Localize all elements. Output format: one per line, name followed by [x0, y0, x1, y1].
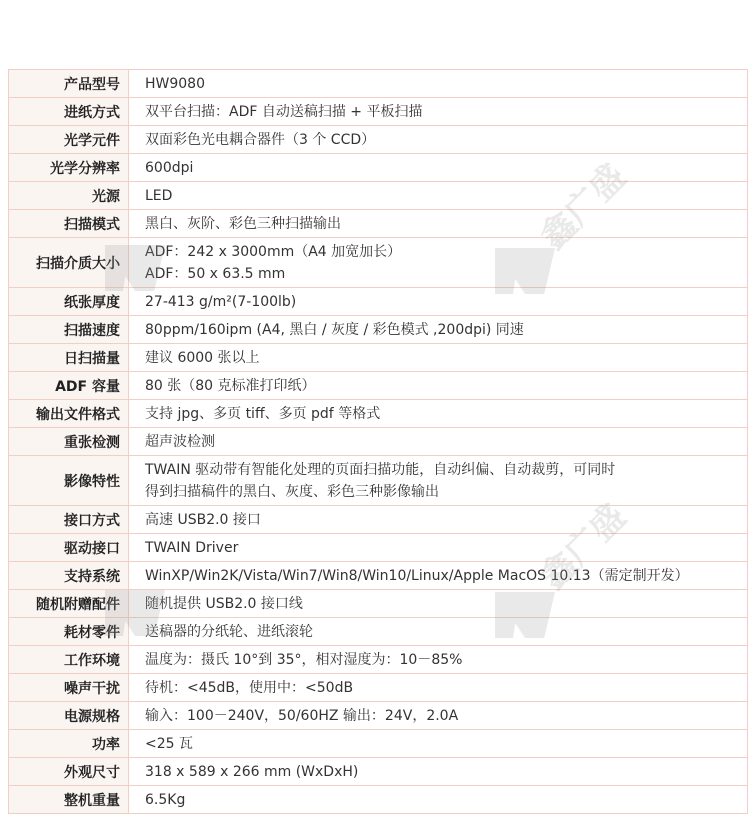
spec-row	[9, 182, 748, 210]
spec-label: 电源规格	[9, 702, 129, 730]
spec-value-line: TWAIN 驱动带有智能化处理的页面扫描功能，自动纠偏、自动裁剪，可同时	[145, 461, 616, 478]
spec-row	[9, 344, 748, 372]
spec-label: 影像特性	[9, 456, 129, 506]
watermark-text: 鑫广盛	[533, 156, 634, 258]
spec-value	[129, 316, 748, 344]
spec-value	[129, 702, 748, 730]
spec-value-line: 黑白、灰阶、彩色三种扫描输出	[145, 215, 341, 232]
spec-value	[129, 98, 748, 126]
spec-value	[129, 70, 748, 98]
spec-value-line: 6.5Kg	[145, 791, 186, 808]
spec-label: 噪声干扰	[9, 674, 129, 702]
spec-label: 重张检测	[9, 428, 129, 456]
spec-value	[129, 428, 748, 456]
spec-table	[8, 69, 748, 814]
spec-row	[9, 702, 748, 730]
spec-row	[9, 70, 748, 98]
spec-label: 输出文件格式	[9, 400, 129, 428]
spec-value	[129, 400, 748, 428]
spec-value	[129, 372, 748, 400]
spec-value	[129, 238, 748, 288]
spec-label: 光源	[9, 182, 129, 210]
spec-row	[9, 506, 748, 534]
spec-value-line: 温度为：摄氏 10°到 35°，相对湿度为：10－85%	[145, 651, 463, 668]
spec-value-line: 输入：100－240V，50/60HZ 输出：24V，2.0A	[145, 707, 459, 724]
spec-value	[129, 506, 748, 534]
spec-row	[9, 456, 748, 506]
spec-row	[9, 126, 748, 154]
spec-value	[129, 618, 748, 646]
spec-value	[129, 456, 748, 506]
spec-value-line: 80 张（80 克标准打印纸）	[145, 377, 316, 394]
spec-row	[9, 562, 748, 590]
spec-value	[129, 646, 748, 674]
spec-value-line: 双平台扫描：ADF 自动送稿扫描 + 平板扫描	[145, 103, 423, 120]
spec-value-line: ADF：50 x 63.5 mm	[145, 265, 286, 282]
spec-value-line: 27-413 g/m²(7-100lb)	[145, 293, 297, 310]
spec-value-line: 318 x 589 x 266 mm (WxDxH)	[145, 763, 359, 780]
spec-row	[9, 674, 748, 702]
spec-value-line: LED	[145, 187, 173, 204]
spec-label: 支持系统	[9, 562, 129, 590]
spec-row	[9, 154, 748, 182]
spec-value-line: WinXP/Win2K/Vista/Win7/Win8/Win10/Linux/Apple MacOS 10.13（需定制开发）	[145, 567, 689, 584]
spec-value-line: 双面彩色光电耦合器件（3 个 CCD）	[145, 131, 376, 148]
spec-row	[9, 288, 748, 316]
spec-value	[129, 674, 748, 702]
spec-value	[129, 758, 748, 786]
watermark-text: 鑫广盛	[533, 496, 634, 598]
spec-value-line: 随机提供 USB2.0 接口线	[145, 595, 303, 612]
spec-value	[129, 154, 748, 182]
spec-row	[9, 786, 748, 814]
spec-value	[129, 182, 748, 210]
spec-value-line: 支持 jpg、多页 tiff、多页 pdf 等格式	[145, 405, 381, 422]
spec-label: 纸张厚度	[9, 288, 129, 316]
spec-row	[9, 534, 748, 562]
spec-label: ADF 容量	[9, 372, 129, 400]
spec-label: 外观尺寸	[9, 758, 129, 786]
spec-label: 进纸方式	[9, 98, 129, 126]
spec-label: 光学元件	[9, 126, 129, 154]
spec-value	[129, 562, 748, 590]
spec-value-line: TWAIN Driver	[145, 539, 239, 556]
spec-value	[129, 344, 748, 372]
spec-row	[9, 372, 748, 400]
spec-label: 功率	[9, 730, 129, 758]
spec-row	[9, 618, 748, 646]
spec-label: 扫描速度	[9, 316, 129, 344]
spec-value-line: 待机：<45dB，使用中：<50dB	[145, 679, 354, 696]
spec-value	[129, 534, 748, 562]
spec-value	[129, 590, 748, 618]
spec-row	[9, 590, 748, 618]
spec-row	[9, 730, 748, 758]
spec-value-line: 80ppm/160ipm (A4, 黑白 / 灰度 / 彩色模式 ,200dpi) 同速	[145, 321, 524, 338]
spec-value	[129, 288, 748, 316]
spec-value-line: 高速 USB2.0 接口	[145, 511, 261, 528]
spec-value-line: HW9080	[145, 75, 205, 92]
spec-value	[129, 126, 748, 154]
spec-value-line: 建议 6000 张以上	[145, 349, 260, 366]
spec-label: 光学分辨率	[9, 154, 129, 182]
spec-label: 驱动接口	[9, 534, 129, 562]
spec-row	[9, 428, 748, 456]
spec-row	[9, 98, 748, 126]
spec-label: 日扫描量	[9, 344, 129, 372]
spec-value-line: ADF：242 x 3000mm（A4 加宽加长）	[145, 243, 402, 260]
spec-label: 耗材零件	[9, 618, 129, 646]
spec-value-line: 送稿器的分纸轮、进纸滚轮	[145, 623, 313, 640]
spec-row	[9, 316, 748, 344]
spec-label: 工作环境	[9, 646, 129, 674]
spec-value	[129, 210, 748, 238]
spec-row	[9, 238, 748, 288]
spec-label: 产品型号	[9, 70, 129, 98]
spec-row	[9, 646, 748, 674]
spec-label: 扫描介质大小	[9, 238, 129, 288]
spec-label: 接口方式	[9, 506, 129, 534]
spec-value-line: 超声波检测	[145, 433, 215, 450]
spec-table-body	[9, 70, 748, 814]
spec-row	[9, 400, 748, 428]
spec-label: 扫描模式	[9, 210, 129, 238]
spec-value-line: 得到扫描稿件的黑白、灰度、彩色三种影像输出	[145, 483, 439, 500]
spec-label: 整机重量	[9, 786, 129, 814]
spec-row	[9, 210, 748, 238]
spec-value	[129, 786, 748, 814]
spec-value	[129, 730, 748, 758]
spec-value-line: <25 瓦	[145, 735, 193, 752]
spec-row	[9, 758, 748, 786]
spec-label: 随机附赠配件	[9, 590, 129, 618]
spec-value-line: 600dpi	[145, 159, 194, 176]
